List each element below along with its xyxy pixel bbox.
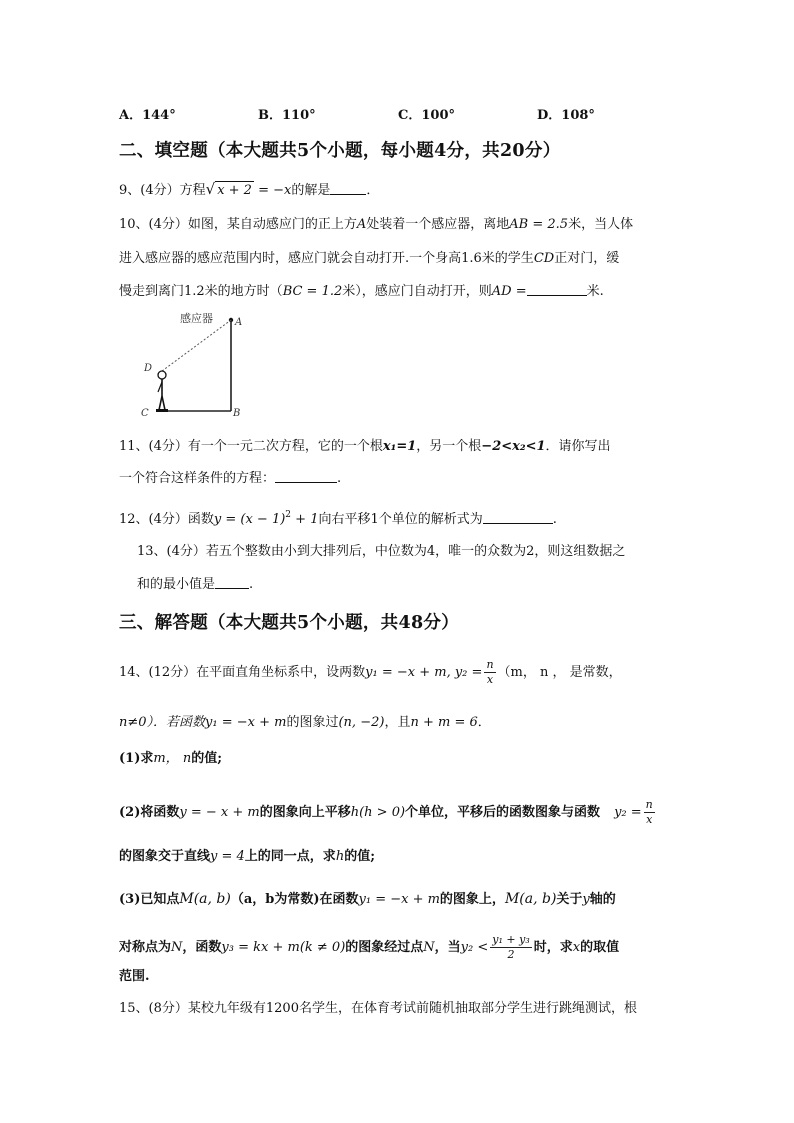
sensor-door-figure [135, 308, 250, 420]
q14-line2-b: 的图象过 [286, 715, 339, 730]
q13-line2-a: 和的最小值是 [137, 577, 216, 592]
q10-line2-text: 进入感应器的感应范围内时，感应门就会自动打开.一个身高1.6米的学生 [119, 251, 534, 266]
question-13-line2 [137, 576, 253, 594]
q12-answer-blank [483, 511, 553, 524]
q10-answer-blank [527, 283, 587, 296]
q14-p2-h: h(h > 0) [350, 805, 406, 820]
q12-suffix: 向右平移1个单位的解析式为 [318, 512, 483, 527]
q14-p5-c: 的图象经过点 [345, 940, 424, 955]
q14-p3-line: y = 4 [210, 849, 245, 864]
question-10-line2 [119, 250, 619, 268]
q14-fraction-n-over-x [484, 658, 495, 687]
q10-text-c: 米，当人体 [568, 217, 634, 232]
q9-sqrt-arg: x + 2 [217, 183, 252, 198]
q14-p3-h: h [335, 849, 345, 864]
q14-line2-c: ，且 [384, 715, 411, 730]
option-b: B．110° [258, 108, 316, 123]
figure-label-d: D [144, 363, 153, 374]
person-leg-left [159, 396, 162, 410]
q14-p1-a: (1)求 [119, 751, 154, 766]
q14-p1-b: 的值; [191, 751, 223, 766]
person-feet [156, 409, 168, 412]
q14-p4-b: （a，b为常数)在函数 [230, 892, 359, 907]
q11-root1: x₁=1 [382, 439, 417, 454]
q14-p4-d: 关于 [556, 892, 583, 907]
question-9: 9、(4分）方程√ x + 2 = −x的解是 ． [119, 180, 380, 198]
figure-label-b: B [233, 408, 241, 419]
person-head [158, 371, 166, 379]
q12-expr: y = (x − 1) [213, 512, 286, 527]
q14-text-a: 14、(12分）在平面直角坐标系中，设两数 [119, 665, 366, 680]
q14-line2-a: n≠0）．若函数 [119, 715, 206, 730]
q11-text-c: ．请你写出 [545, 439, 611, 454]
question-12 [119, 506, 557, 529]
q14-y1-expr: y₁ = −x + m, y₂ = [365, 665, 483, 680]
q10-line3-b: 米），感应门自动打开，则 [342, 284, 492, 299]
q14-p4-c: 的图象上， [439, 892, 505, 907]
q14-p4-y: y [582, 892, 590, 907]
q14-p5-e: 时，求 [533, 940, 573, 955]
q10-line3-a: 慢走到离门1.2米的地方时（ [119, 284, 283, 299]
q14-p5-n: N [171, 940, 183, 955]
person-leg-right [162, 396, 165, 410]
q14-p4-point-m2: M(a, b) [504, 891, 557, 907]
q14-p5-frac-num: y₁ + y₃ [492, 933, 530, 946]
q10-text-b: 处装着一个感应器，离地 [366, 217, 510, 232]
q12-end: . [552, 512, 557, 527]
q10-bc-eq: BC = 1.2 [282, 284, 343, 299]
question-14-line2 [119, 714, 491, 732]
q14-p4-expr: y₁ = −x + m [358, 892, 440, 907]
q11-line2-end: . [337, 471, 342, 486]
q10-line2-end: 正对门，缓 [554, 251, 620, 266]
q12-prefix: 12、(4分）函数 [119, 512, 214, 527]
q9-prefix: 9、(4分）方程 [119, 183, 206, 198]
q9-rhs: = −x [253, 183, 292, 198]
q14-line2-point: (n, −2) [338, 715, 385, 730]
question-14-part3 [119, 890, 616, 909]
q9-suffix: 的解是 [291, 183, 331, 198]
q14-p3-b: 上的同一点，求 [244, 849, 336, 864]
q14-text-b: （m， n ， 是常数， [497, 665, 622, 680]
q13-line2-end: . [249, 577, 254, 592]
figure-label-a: A [235, 317, 243, 328]
q12-exp: 2 [285, 510, 292, 520]
q14-p4-point-m: M(a, b) [179, 891, 231, 907]
sensor-line-da [162, 320, 231, 371]
q14-p4-e: 轴的 [589, 892, 616, 907]
q14-p2-b: 的图象向上平移 [259, 805, 351, 820]
q14-line2-eq: n + m = 6 [410, 715, 478, 730]
q14-line2-expr: y₁ = −x + m [205, 715, 287, 730]
question-14-line1 [119, 658, 622, 687]
q14-p5-d: ，当 [434, 940, 461, 955]
q13-answer-blank [215, 576, 249, 589]
q10-text-a: 10、(4分）如图，某自动感应门的正上方 [119, 217, 357, 232]
q14-p4-a: (3)已知点 [119, 892, 180, 907]
q14-p2-a: (2)将函数 [119, 805, 180, 820]
q10-line3-end: 米. [586, 284, 604, 299]
q14-p1-vars: m， n [153, 751, 192, 766]
q14-frac-num: n [486, 658, 494, 671]
q14-p5-y2: y₂ < [460, 940, 489, 955]
q14-p2-frac-num: n [645, 798, 653, 811]
q10-ab-eq: AB = 2.5 [509, 217, 569, 232]
q14-line2-end: ． [477, 715, 491, 730]
q14-p2-fraction [644, 798, 655, 827]
q14-p5-fraction [490, 933, 531, 962]
q14-p3-c: 的值; [344, 849, 375, 864]
question-14-part1 [119, 750, 222, 768]
q11-text-a: 11、(4分）有一个一元二次方程，它的一个根 [119, 439, 383, 454]
q10-ad: AD = [491, 284, 527, 299]
q9-end: ． [366, 183, 380, 198]
question-14-part3-end: 范围. [119, 969, 150, 984]
figure-label-c: C [141, 408, 149, 419]
section-2-title: 二、填空题（本大题共5个小题，每小题4分，共20分） [119, 141, 561, 161]
q14-p2-frac-den: x [646, 813, 653, 826]
question-15-line1: 15、(8分）某校九年级有1200名学生，在体育考试前随机抽取部分学生进行跳绳测试，根 [119, 1001, 637, 1016]
q14-p5-f: 的取值 [580, 940, 620, 955]
q11-line2-a: 一个符合这样条件的方程： [119, 471, 276, 486]
q14-p5-frac-den: 2 [507, 948, 515, 961]
q14-p2-c: 个单位，平移后的函数图象与函数 [405, 805, 601, 820]
q11-text-b: ，另一个根 [416, 439, 482, 454]
question-11-line1 [119, 438, 611, 456]
question-14-part2-cont [119, 848, 375, 866]
q12-expr-end: + 1 [291, 512, 319, 527]
q14-p5-b: ，函数 [182, 940, 222, 955]
q14-p5-x: x [572, 940, 581, 955]
question-13-line1: 13、(4分）若五个整数由小到大排列后，中位数为4，唯一的众数为2，则这组数据之 [137, 544, 626, 559]
q14-p5-a: 对称点为 [119, 940, 172, 955]
q9-answer-blank [330, 182, 366, 195]
q14-p5-n2: N [423, 940, 435, 955]
section-3-title: 三、解答题（本大题共5个小题，共48分） [119, 613, 460, 633]
question-14-part3-cont [119, 933, 619, 962]
question-11-line2 [119, 470, 341, 488]
q14-frac-den: x [486, 673, 494, 686]
q11-answer-blank [275, 470, 337, 483]
q14-p2-y2: y₂ = [614, 805, 642, 820]
q11-range: −2<x₂<1 [481, 439, 546, 454]
option-a: A．144° [119, 108, 176, 123]
option-d: D．108° [537, 108, 595, 123]
q10-cd: CD [533, 251, 555, 266]
question-10-line1 [119, 216, 633, 234]
q14-p2-expr: y = − x + m [179, 805, 260, 820]
question-14-part2 [119, 798, 657, 827]
option-c: C．100° [398, 108, 455, 123]
q14-p5-expr: y₃ = kx + m(k ≠ 0) [221, 940, 346, 955]
q10-point-a: A [356, 217, 367, 232]
question-10-line3 [119, 283, 604, 301]
q14-p3-a: 的图象交于直线 [119, 849, 211, 864]
figure-sensor-label: 感应器 [180, 312, 213, 325]
